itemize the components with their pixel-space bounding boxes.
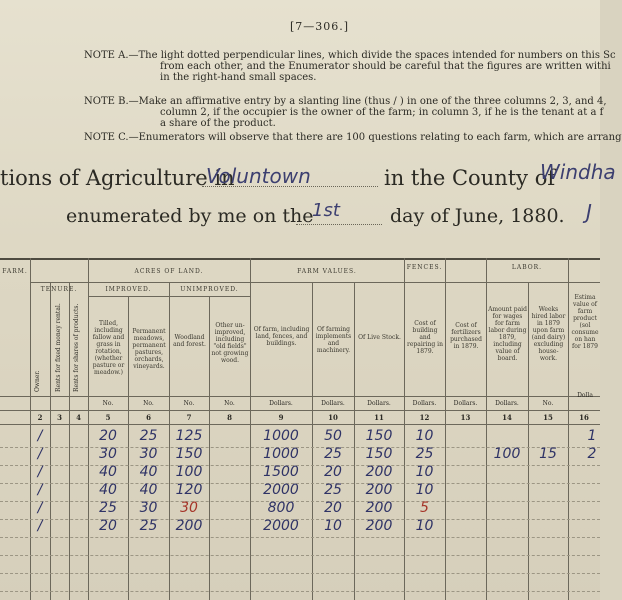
cell-implements: 50	[324, 428, 342, 444]
header-weeks-hired: Weeks hired labor in 1879 upon farm (and dairy) excluding house-work.	[531, 306, 566, 362]
note-a-line1: NOTE A.—The light dotted perpendicular lines, which divide the spaces intended for numbers on this Sc	[84, 50, 616, 61]
column-number: 10	[328, 413, 338, 422]
vline	[528, 282, 529, 600]
cell-implements: 25	[324, 482, 342, 498]
column-number: 7	[186, 413, 192, 422]
county-label: in the County of	[384, 166, 556, 190]
group-unimproved: UNIMPROVED.	[180, 286, 239, 293]
note-c-line1: NOTE C.—Enumerators will observe that there are 100 questions relating to each farm, which are arrang	[84, 132, 622, 143]
cell-permanent: 30	[139, 500, 158, 516]
cell-owner: /	[37, 428, 43, 444]
column-number: 13	[460, 413, 471, 422]
cell-implements: 20	[324, 464, 342, 480]
note-b-line2: column 2, if the occupier is the owner of the farm; in column 3, if he is the tenant at a f	[160, 107, 604, 118]
cell-tilled: 30	[99, 446, 117, 462]
cell-fences: 10	[415, 464, 434, 480]
town-value: Voluntown	[206, 164, 311, 188]
vline	[50, 282, 51, 600]
vline	[568, 258, 569, 600]
unit-label: Dollars.	[367, 400, 391, 407]
column-number: 15	[543, 413, 553, 422]
table-top-rule	[0, 258, 600, 260]
cell-estimated: 1	[587, 428, 597, 444]
cell-owner: /	[37, 446, 43, 462]
header-owner: Owner.	[34, 370, 41, 392]
cell-farm-value: 1000	[263, 446, 299, 462]
column-number: 3	[57, 413, 62, 422]
row-rule	[0, 555, 600, 556]
cell-woodland: 150	[175, 446, 203, 462]
unit-label: Dolla	[577, 392, 593, 399]
cell-fences: 10	[415, 518, 434, 534]
title-tail: J	[586, 200, 592, 224]
cell-owner: /	[37, 500, 43, 516]
cell-farm-value: 2000	[263, 518, 299, 534]
cell-woodland: 30	[180, 500, 198, 516]
group-farm-values: FARM VALUES.	[297, 268, 357, 275]
cell-woodland: 125	[175, 428, 203, 444]
colnum-rule	[0, 410, 600, 411]
group-improved: IMPROVED.	[105, 286, 152, 293]
unit-label: No.	[102, 400, 114, 407]
cell-implements: 10	[324, 518, 342, 534]
cell-farm-value: 1500	[263, 464, 299, 480]
unit-label: Dollars.	[453, 400, 478, 407]
column-number: 4	[76, 413, 81, 422]
group-fences: FENCES.	[406, 264, 443, 271]
header-rents-shares: Rents for shares of products.	[73, 303, 80, 392]
vline	[69, 282, 70, 600]
column-number: 11	[374, 413, 384, 422]
header-of-farm: Of farm, including land, fences, and buildings.	[253, 326, 310, 347]
group-tenure: TENURE.	[40, 286, 78, 293]
cell-livestock: 150	[365, 428, 393, 444]
county-value: Windha	[540, 160, 616, 184]
cell-implements: 25	[324, 446, 342, 462]
header-bottom-rule	[0, 396, 600, 397]
note-a-line3: in the right-hand small spaces.	[160, 72, 317, 83]
cell-woodland: 120	[175, 482, 203, 498]
day-value: 1st	[312, 200, 340, 221]
header-fertilizers: Cost of fertilizers purchased in 1879.	[450, 322, 482, 350]
column-number: 9	[278, 413, 284, 422]
cell-tilled: 25	[99, 500, 117, 516]
cell-tilled: 20	[99, 518, 117, 534]
header-permanent: Permanent meadows, permanent pastures, orchards, vineyards.	[132, 328, 166, 370]
cell-owner: /	[37, 464, 43, 480]
unit-label: Dollars.	[321, 400, 345, 407]
cell-livestock: 200	[365, 482, 393, 498]
cell-permanent: 40	[139, 482, 158, 498]
unit-rule	[0, 424, 600, 425]
group-rule	[30, 282, 600, 283]
cell-permanent: 30	[139, 446, 158, 462]
header-estimated: Estima value of farm product (sol consume on han for 1879	[571, 294, 599, 350]
header-tilled: Tilled, including fallow and grass in rotation, (whether pasture or meadow.)	[92, 320, 125, 376]
header-livestock: Of Live Stock.	[358, 334, 401, 341]
unit-label: No.	[224, 400, 235, 407]
unit-label: Dollars.	[412, 400, 437, 407]
row-rule	[0, 591, 600, 592]
cell-owner: /	[37, 482, 43, 498]
cell-owner: /	[37, 518, 43, 534]
cell-fences: 10	[415, 482, 434, 498]
group-farm: FARM.	[2, 268, 28, 275]
vline	[445, 258, 446, 600]
column-number: 14	[502, 413, 512, 422]
town-field	[202, 164, 378, 188]
cell-farm-value: 800	[267, 500, 295, 516]
form-number: [7—306.]	[290, 20, 350, 33]
cell-permanent: 25	[139, 428, 158, 444]
cell-woodland: 100	[175, 464, 203, 480]
unit-label: Dollars.	[269, 400, 293, 407]
column-number: 12	[419, 413, 430, 422]
cell-livestock: 200	[365, 518, 393, 534]
cell-implements: 20	[324, 500, 342, 516]
cell-weeks: 15	[539, 446, 557, 462]
column-number: 16	[579, 413, 589, 422]
title-prefix: tions of Agriculture in	[0, 166, 235, 190]
cell-fences: 10	[415, 428, 434, 444]
cell-fences: 5	[420, 500, 429, 516]
cell-estimated: 2	[587, 446, 597, 462]
column-number: 8	[227, 413, 232, 422]
cell-livestock: 200	[365, 500, 393, 516]
header-implements: Of farming implements and machinery.	[315, 326, 352, 354]
column-number: 5	[105, 413, 111, 422]
header-woodland: Woodland and forest.	[173, 334, 206, 348]
note-b-line1: NOTE B.—Make an affirmative entry by a slanting line (thus / ) in one of the three columns 2, 3, and 4,	[84, 96, 607, 107]
unit-label: No.	[143, 400, 154, 407]
cell-fences: 25	[415, 446, 434, 462]
unit-label: No.	[542, 400, 554, 407]
header-labor-amount: Amount paid for wages for farm labor during 1879, including value of board.	[488, 306, 527, 362]
cell-tilled: 40	[99, 482, 117, 498]
row-rule	[0, 573, 600, 574]
vline	[486, 258, 487, 600]
cell-permanent: 25	[139, 518, 158, 534]
header-fences-cost: Cost of building and repairing in 1879.	[407, 320, 443, 355]
cell-farm-value: 1000	[263, 428, 299, 444]
cell-livestock: 200	[365, 464, 393, 480]
cell-livestock: 150	[365, 446, 393, 462]
cell-farm-value: 2000	[263, 482, 299, 498]
cell-woodland: 200	[175, 518, 203, 534]
unit-label: Dollars.	[495, 400, 519, 407]
row-rule	[0, 537, 600, 538]
unit-label: No.	[183, 400, 195, 407]
column-number: 2	[37, 413, 43, 422]
title-line2-a: enumerated by me on the	[66, 205, 314, 227]
note-a-line2: from each other, and the Enumerator should be careful that the figures are written withi	[160, 61, 611, 72]
note-b-line3: a share of the product.	[160, 118, 276, 129]
header-rents-fixed: Rents for fixed money rental.	[55, 303, 62, 392]
cell-tilled: 20	[99, 428, 117, 444]
cell-labor: 100	[493, 446, 521, 462]
header-other-unimproved: Other un-improved, including "old fields" not growing wood.	[211, 322, 249, 364]
day-field	[296, 200, 382, 225]
title-line2-b: day of June, 1880.	[390, 205, 565, 227]
cell-tilled: 40	[99, 464, 117, 480]
group-acres: ACRES OF LAND.	[134, 268, 204, 275]
cell-permanent: 40	[139, 464, 158, 480]
column-number: 6	[146, 413, 151, 422]
group-labor: LABOR.	[511, 264, 543, 271]
